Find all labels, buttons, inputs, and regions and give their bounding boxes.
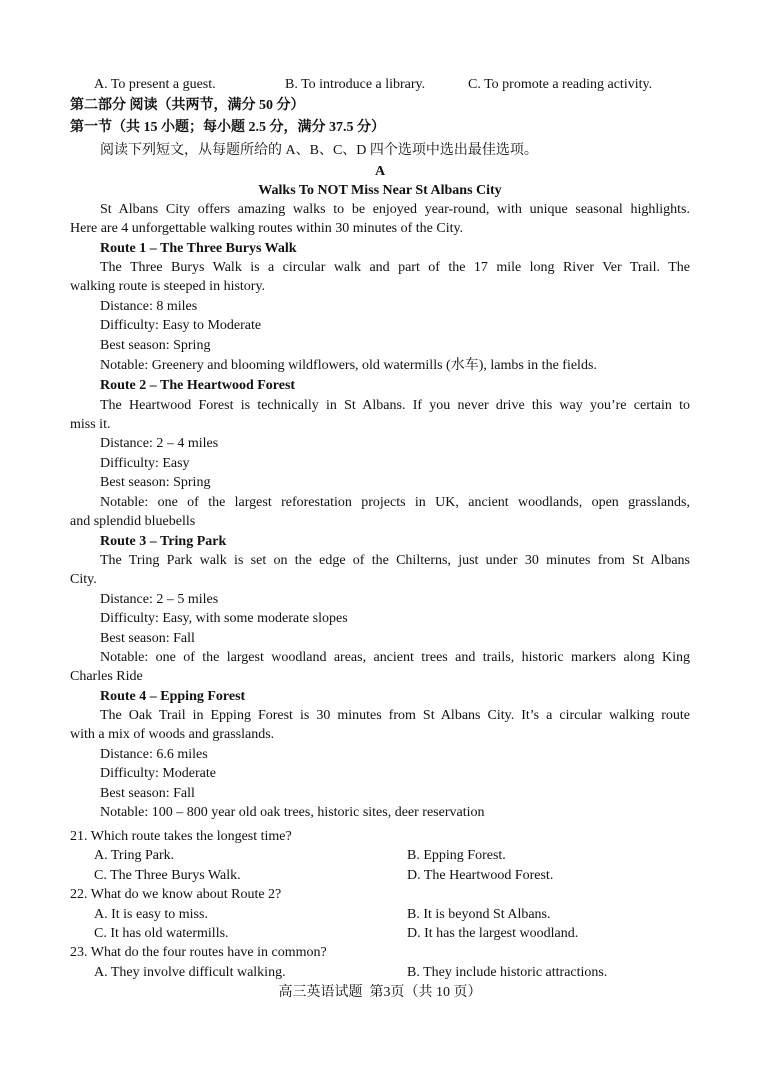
route-3-difficulty: Difficulty: Easy, with some moderate slopes [100, 611, 348, 626]
top-option-b: B. To introduce a library. [285, 77, 426, 92]
question-22-option-a[interactable]: A. It is easy to miss. [94, 907, 208, 922]
route-3-notable-2: Charles Ride [70, 669, 143, 684]
route-3-notable-1: Notable: one of the largest woodland areas, ancient trees and trails, historic markers along King [100, 650, 690, 665]
route-2-notable-2: and splendid bluebells [70, 514, 196, 529]
part2-heading: 第二部分 阅读（共两节，满分 50 分） [70, 98, 305, 113]
route-2-difficulty: Difficulty: Easy [100, 456, 190, 471]
page-footer: 高三英语试题 第3页（共 10 页） [278, 985, 482, 1000]
route-1-season: Best season: Spring [100, 338, 211, 353]
question-22-option-b[interactable]: B. It is beyond St Albans. [407, 907, 551, 922]
route-4-desc-2: with a mix of woods and grasslands. [70, 727, 275, 742]
top-option-a: A. To present a guest. [94, 77, 216, 92]
passage-letter: A [374, 164, 386, 179]
route-1-distance: Distance: 8 miles [100, 299, 198, 314]
question-21-option-d[interactable]: D. The Heartwood Forest. [407, 868, 554, 883]
route-3-heading: Route 3 – Tring Park [100, 534, 227, 549]
route-1-heading: Route 1 – The Three Burys Walk [100, 241, 297, 256]
route-1-notable: Notable: Greenery and blooming wildflowers, old watermills (水车), lambs in the fields. [100, 358, 597, 373]
route-3-season: Best season: Fall [100, 631, 195, 646]
question-23-stem: 23. What do the four routes have in common? [70, 945, 327, 960]
question-21-option-a[interactable]: A. Tring Park. [94, 848, 175, 863]
route-4-season: Best season: Fall [100, 786, 195, 801]
question-23-option-b[interactable]: B. They include historic attractions. [407, 965, 608, 980]
section1-heading: 第一节（共 15 小题；每小题 2.5 分，满分 37.5 分） [70, 120, 385, 135]
question-21-option-b[interactable]: B. Epping Forest. [407, 848, 506, 863]
question-22-stem: 22. What do we know about Route 2? [70, 887, 282, 902]
route-1-desc-2: walking route is steeped in history. [70, 279, 266, 294]
route-1-desc-1: The Three Burys Walk is a circular walk and part of the 17 mile long River Ver Trail. The [100, 260, 690, 275]
route-3-distance: Distance: 2 – 5 miles [100, 592, 219, 607]
route-2-desc-1: The Heartwood Forest is technically in St Albans. If you never drive this way you’re certain to [100, 398, 690, 413]
route-4-heading: Route 4 – Epping Forest [100, 689, 246, 704]
route-4-desc-1: The Oak Trail in Epping Forest is 30 minutes from St Albans City. It’s a circular walking route [100, 708, 690, 723]
passage-title: Walks To NOT Miss Near St Albans City [258, 183, 502, 198]
instruction: 阅读下列短文，从每题所给的 A、B、C、D 四个选项中选出最佳选项。 [100, 143, 538, 158]
route-4-distance: Distance: 6.6 miles [100, 747, 208, 762]
intro-line-1: St Albans City offers amazing walks to be enjoyed year-round, with unique seasonal highlights. [100, 202, 690, 217]
top-option-c: C. To promote a reading activity. [468, 77, 653, 92]
question-21-stem: 21. Which route takes the longest time? [70, 829, 292, 844]
route-2-distance: Distance: 2 – 4 miles [100, 436, 219, 451]
intro-line-2: Here are 4 unforgettable walking routes within 30 minutes of the City. [70, 221, 464, 236]
route-4-notable: Notable: 100 – 800 year old oak trees, historic sites, deer reservation [100, 805, 485, 820]
route-4-difficulty: Difficulty: Moderate [100, 766, 216, 781]
route-2-desc-2: miss it. [70, 417, 111, 432]
route-1-difficulty: Difficulty: Easy to Moderate [100, 318, 262, 333]
route-2-notable-1: Notable: one of the largest reforestation projects in UK, ancient woodlands, open grasslands, [100, 495, 690, 510]
route-2-season: Best season: Spring [100, 475, 211, 490]
route-3-desc-2: City. [70, 572, 97, 587]
question-22-option-d[interactable]: D. It has the largest woodland. [407, 926, 579, 941]
question-23-option-a[interactable]: A. They involve difficult walking. [94, 965, 286, 980]
route-2-heading: Route 2 – The Heartwood Forest [100, 378, 296, 393]
route-3-desc-1: The Tring Park walk is set on the edge of the Chilterns, just under 30 minutes from St Albans [100, 553, 690, 568]
question-21-option-c[interactable]: C. The Three Burys Walk. [94, 868, 241, 883]
question-22-option-c[interactable]: C. It has old watermills. [94, 926, 229, 941]
